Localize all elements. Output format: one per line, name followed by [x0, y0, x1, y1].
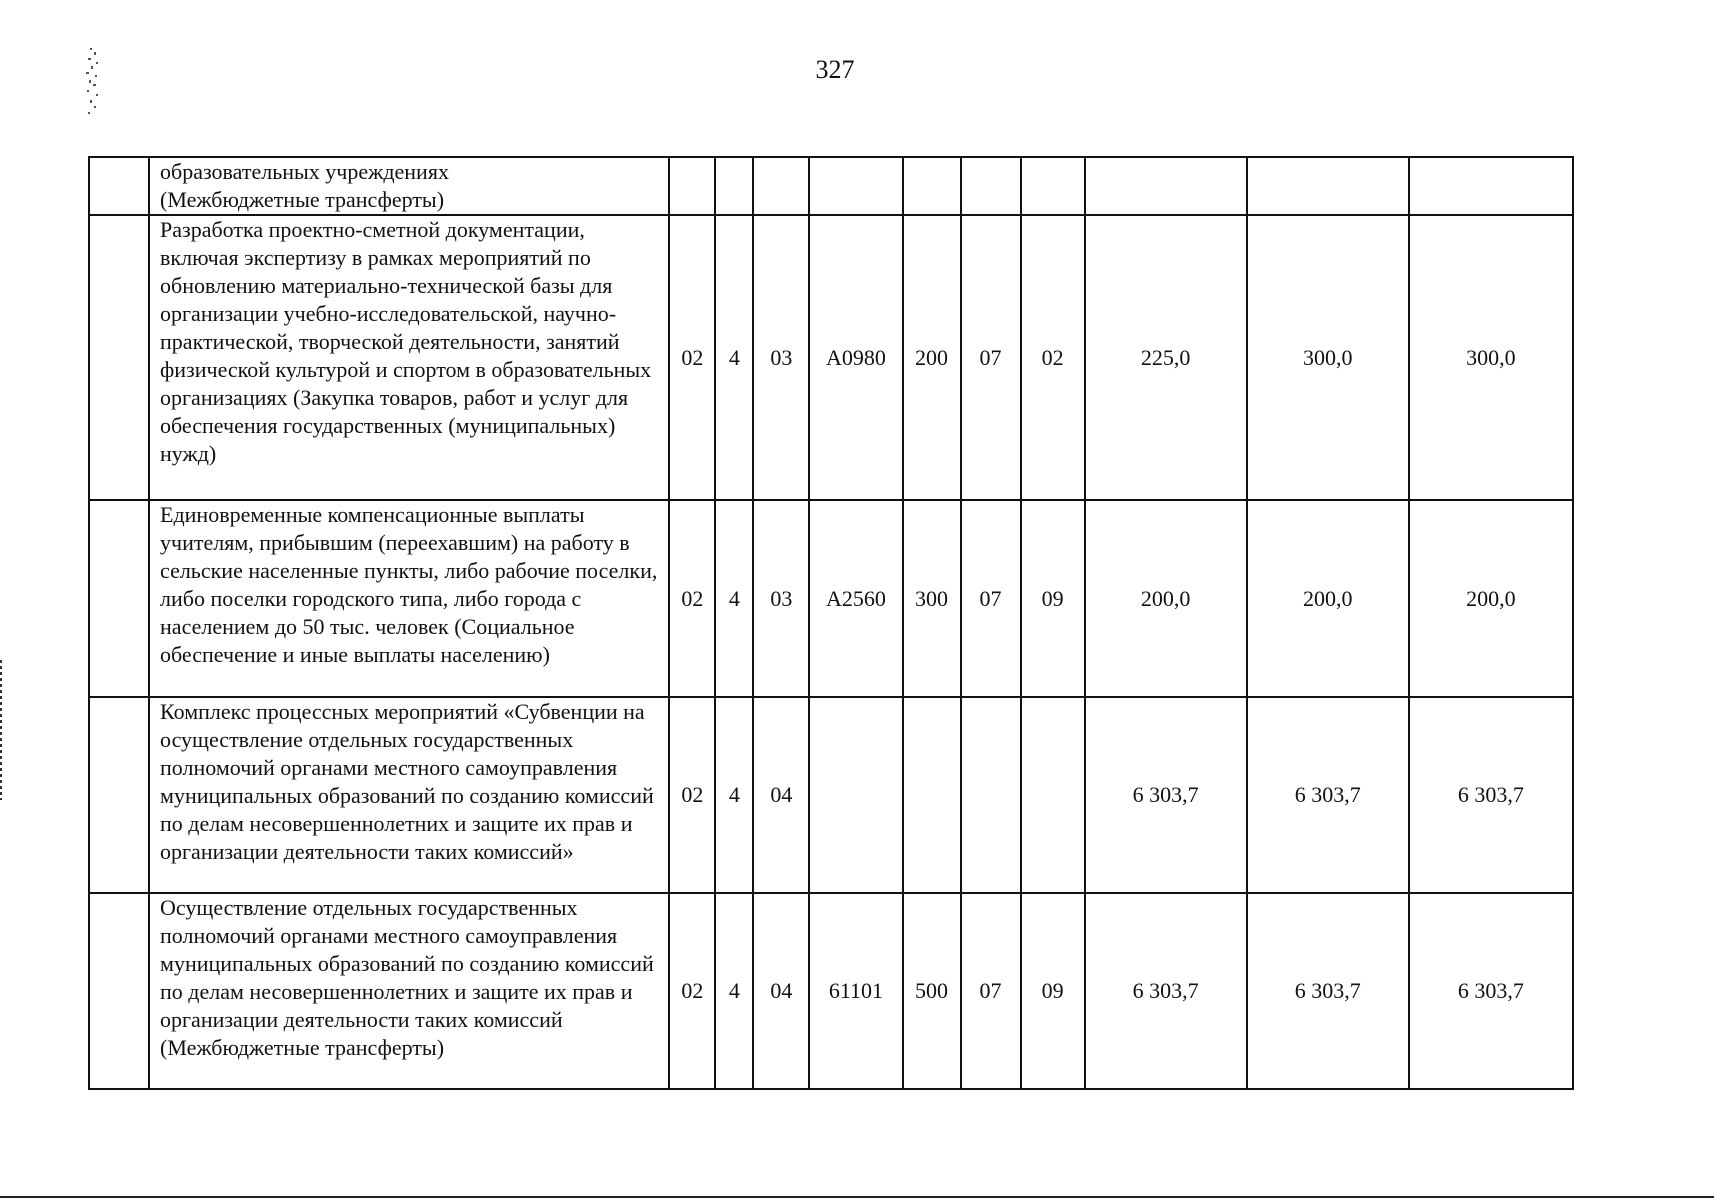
code-section: 07 — [961, 215, 1021, 500]
row-description: образовательных учреждениях (Межбюджетные трансферты) — [149, 157, 669, 215]
code-program: 02 — [669, 697, 715, 893]
row-number — [89, 500, 149, 697]
code-subprogram: 04 — [753, 697, 809, 893]
budget-table — [88, 156, 1574, 1090]
code-section: 07 — [961, 893, 1021, 1089]
amount-year-1: 6 303,7 — [1085, 893, 1247, 1089]
row-number — [89, 893, 149, 1089]
amount-year-1: 6 303,7 — [1085, 697, 1247, 893]
code-direction — [809, 697, 902, 893]
code-type: 4 — [715, 500, 753, 697]
amount-year-2 — [1247, 157, 1409, 215]
amount-year-2: 6 303,7 — [1247, 893, 1409, 1089]
row-description: Разработка проектно-сметной документации, включая экспертизу в рамках мероприятий по обновлению материально-технической базы для организации учебно-исследовательской, научно-практической, творческой деятельности, занятий физической культурой и спортом в образовательных организациях (Закупка товаров, работ и услуг для обеспечения государственных (муниципальных) нужд) — [149, 215, 669, 500]
page-number: 327 — [815, 55, 855, 84]
amount-year-3: 6 303,7 — [1409, 893, 1573, 1089]
code-type: 4 — [715, 893, 753, 1089]
scan-speckle-mark — [80, 20, 110, 130]
code-subprogram: 04 — [753, 893, 809, 1089]
amount-year-1: 225,0 — [1085, 215, 1247, 500]
amount-year-3 — [1409, 157, 1573, 215]
code-subsection: 02 — [1021, 215, 1085, 500]
code-subsection — [1021, 157, 1085, 215]
code-section — [961, 697, 1021, 893]
amount-year-1 — [1085, 157, 1247, 215]
table-row — [89, 215, 1573, 500]
code-program: 02 — [669, 215, 715, 500]
code-expense-type: 300 — [903, 500, 961, 697]
code-direction: 61101 — [809, 893, 902, 1089]
row-number — [89, 157, 149, 215]
code-type: 4 — [715, 697, 753, 893]
row-description: Осуществление отдельных государственных полномочий органами местного самоуправления муниципальных образований по созданию комиссий по делам несовершеннолетних и защите их прав и организации деятельности таких комиссий (Межбюджетные трансферты) — [149, 893, 669, 1089]
code-subprogram — [753, 157, 809, 215]
code-expense-type — [903, 697, 961, 893]
code-type — [715, 157, 753, 215]
amount-year-3: 6 303,7 — [1409, 697, 1573, 893]
table-row — [89, 893, 1573, 1089]
code-expense-type — [903, 157, 961, 215]
scan-edge-mark — [0, 660, 2, 800]
code-subprogram: 03 — [753, 215, 809, 500]
code-section: 07 — [961, 500, 1021, 697]
table-row — [89, 500, 1573, 697]
amount-year-3: 300,0 — [1409, 215, 1573, 500]
row-description: Комплекс процессных мероприятий «Субвенции на осуществление отдельных государственных полномочий органами местного самоуправления муниципальных образований по созданию комиссий по делам несовершеннолетних и защите их прав и организации деятельности таких комиссий» — [149, 697, 669, 893]
code-expense-type: 500 — [903, 893, 961, 1089]
code-program: 02 — [669, 893, 715, 1089]
amount-year-3: 200,0 — [1409, 500, 1573, 697]
code-subsection — [1021, 697, 1085, 893]
code-section — [961, 157, 1021, 215]
table-row — [89, 697, 1573, 893]
code-type: 4 — [715, 215, 753, 500]
row-number — [89, 215, 149, 500]
code-expense-type: 200 — [903, 215, 961, 500]
code-program — [669, 157, 715, 215]
amount-year-1: 200,0 — [1085, 500, 1247, 697]
code-direction: А0980 — [809, 215, 902, 500]
code-direction — [809, 157, 902, 215]
amount-year-2: 6 303,7 — [1247, 697, 1409, 893]
table-row — [89, 157, 1573, 215]
amount-year-2: 200,0 — [1247, 500, 1409, 697]
code-subprogram: 03 — [753, 500, 809, 697]
page-bottom-edge — [0, 1196, 1714, 1198]
code-direction: А2560 — [809, 500, 902, 697]
row-number — [89, 697, 149, 893]
code-program: 02 — [669, 500, 715, 697]
code-subsection: 09 — [1021, 500, 1085, 697]
amount-year-2: 300,0 — [1247, 215, 1409, 500]
code-subsection: 09 — [1021, 893, 1085, 1089]
row-description: Единовременные компенсационные выплаты учителям, прибывшим (переехавшим) на работу в сельские населенные пункты, либо рабочие поселки, либо поселки городского типа, либо города с населением до 50 тыс. человек (Социальное обеспечение и иные выплаты населению) — [149, 500, 669, 697]
